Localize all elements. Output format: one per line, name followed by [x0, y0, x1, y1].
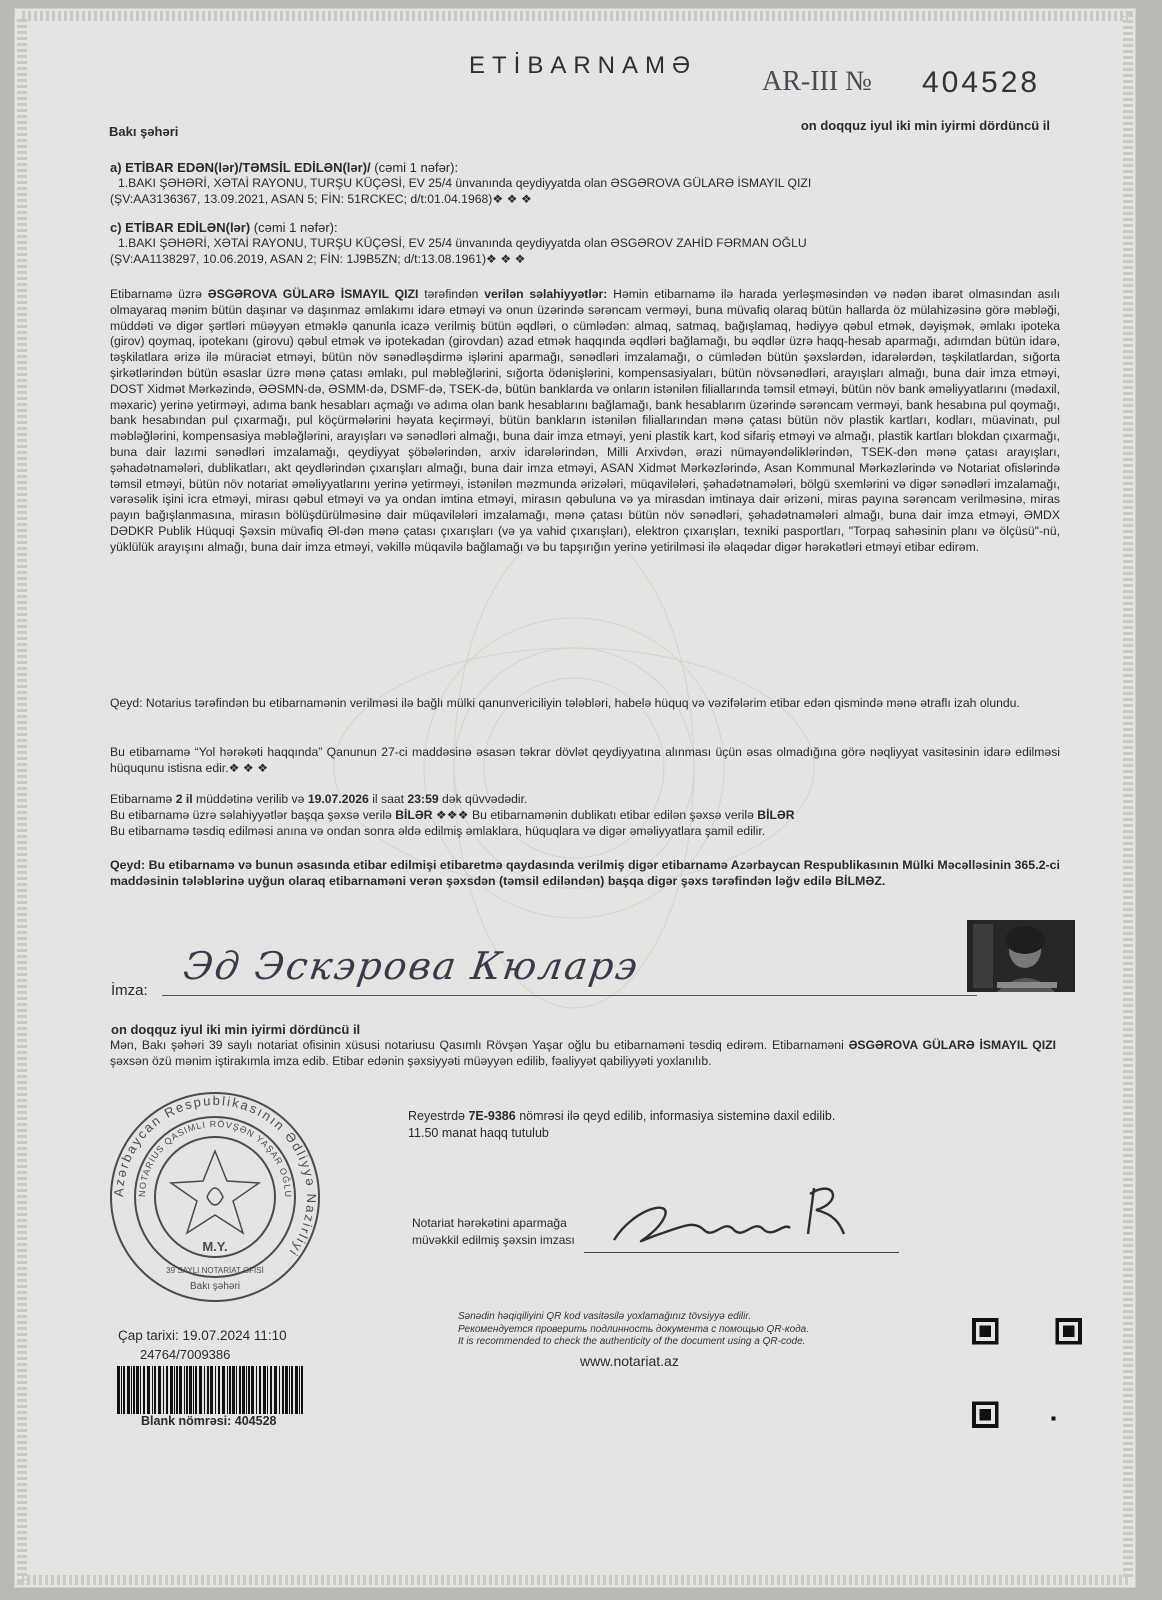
notary-signature-line: [584, 1252, 899, 1253]
attorney-heading: c) ETİBAR EDİLƏN(lər): [110, 220, 251, 235]
note-explained: Qeyd: Notarius tərəfindən bu etibarnamənin verilməsi ilə bağlı mülki qanunvericiliyin tələbləri, habelə hüquq və vəzifələrim etibar edən qismində mənə ətraflı izah olundu.: [110, 696, 1020, 710]
document-number: 404528: [922, 66, 1041, 99]
validity-time: 23:59: [407, 792, 439, 806]
seal-initials: M.Y.: [202, 1239, 228, 1254]
qr-code[interactable]: [972, 1318, 1082, 1428]
principal-address: 1.BAKI ŞƏHƏRİ, XƏTAİ RAYONU, TURŞU KÜÇƏSİ, EV 25/4 ünvanında qeydiyyatda olan ƏSGƏROVA GÜLARƏ İSMAYIL QIZI: [118, 175, 812, 190]
print-code: 24764/7009386: [140, 1347, 231, 1362]
registry-lead: Reyestrdə: [408, 1109, 469, 1123]
qr-note-en: It is recommended to check the authenticity of the document using a QR-code.: [458, 1336, 806, 1347]
attorney-count: (cəmi 1 nəfər):: [250, 220, 338, 235]
photo: [967, 920, 1075, 992]
seal-inner-text: NOTARİUS QASIMLI RÖVŞƏN YAŞAR OĞLU: [136, 1118, 294, 1199]
seal-city: Bakı şəhəri: [189, 1281, 241, 1292]
document-title: ETİBARNAMƏ: [469, 52, 698, 79]
blank-number: Blank nömrəsi: 404528: [141, 1414, 277, 1428]
print-date: Çap tarixi: 19.07.2024 11:10: [118, 1328, 287, 1343]
validity-text-3: il saat: [368, 792, 408, 806]
signature-label: İmza:: [111, 982, 148, 999]
registry-fee: 11.50 manat haqq tutulub: [408, 1126, 549, 1140]
attorney-section: [110, 220, 1060, 267]
qr-note-az: Sənədin həqiqiliyini QR kod vasitəsilə yoxlamağınız tövsiyyə edilir.: [458, 1311, 752, 1322]
validity-block: [110, 792, 1060, 839]
duplicate-allowed: BİLƏR: [757, 807, 795, 822]
delegation-allowed: BİLƏR: [395, 807, 433, 822]
powers-label: verilən səlahiyyətlər:: [484, 287, 608, 301]
handwritten-signature: Эд Эскэрова Кюларэ: [180, 944, 643, 988]
powers-paragraph: [110, 287, 1060, 556]
document-sheet: [14, 8, 1136, 1588]
certification-lead: Mən, Bakı şəhəri 39 saylı notariat ofisinin xüsusi notariusu Qasımlı Rövşən Yaşar oğlu bu etibarnaməni təsdiq edirəm. Etibarnaməni: [110, 1038, 849, 1052]
attorney-id: (ŞV:AA1138297, 10.06.2019, ASAN 2; FİN: 1J9B5ZN; d/t:13.08.1961)❖ ❖ ❖: [110, 251, 526, 266]
registry-number: 7E-9386: [468, 1109, 516, 1123]
principal-id: (ŞV:AA3136367, 13.09.2021, ASAN 5; FİN: 51RCKEC; d/t:01.04.1968)❖ ❖ ❖: [110, 191, 532, 206]
principal-count: (cəmi 1 nəfər):: [370, 160, 459, 175]
powers-lead: Etibarnamə üzrə: [110, 287, 208, 301]
notary-signature: [594, 1178, 894, 1258]
signature-line: [162, 995, 977, 996]
principal-heading: a) ETİBAR EDƏN(lər)/TƏMSİL EDİLƏN(lər)/: [110, 160, 371, 175]
traffic-law-note: Bu etibarnamə “Yol hərəkəti haqqında” Qanunun 27-ci maddəsinə əsasən təkrar dövlət qeydiyyatına alınması üçün əsas olmadığına görə nəqliyyat vasitəsinin idarə edilməsi hüququnu istisna edir.❖ ❖ ❖: [110, 745, 1060, 775]
validity-term: 2 il: [175, 792, 193, 806]
issue-date: on doqquz iyul iki min iyirmi dördüncü il: [800, 118, 1050, 133]
notary-label-line1: Notariat hərəkətini aparmağa: [412, 1216, 567, 1230]
note-revocation: Qeyd: Bu etibarnamə və bunun əsasında etibar edilmişi etibaretmə qaydasında verilmiş digər etibarnamə Azərbaycan Respublikasının Mülki Məcəlləsinin 365.2-ci maddəsinin tələblərinə uyğun olaraq etibarnaməni verən şəxsdən (təmsil ediləndən) başqa digər şəxs tərəfindən ləğv edilə BİLMƏZ.: [110, 858, 1060, 888]
qr-note-ru: Рекомендуется проверить подлинность документа с помощью QR-кода.: [458, 1323, 810, 1335]
seal-outer-text: Azərbaycan Respublikasının Ədliyyə Nazirliyi: [110, 1092, 320, 1261]
svg-text:NOTARİUS QASIMLI RÖVŞƏN YAŞAR: [137, 1119, 293, 1198]
powers-mid: tərəfindən: [418, 287, 485, 301]
validity-text: Etibarnamə: [110, 792, 176, 806]
duplicate-text: ❖❖❖ Bu etibarnamənin dublikatı etibar edilən şəxsə verilə: [432, 807, 758, 822]
city: Bakı şəhəri: [109, 124, 179, 139]
series-label: AR-III №: [762, 66, 872, 97]
certification-text: [110, 1038, 1056, 1070]
barcode: [117, 1366, 305, 1414]
notary-label-line2: müvəkkil edilmiş şəxsin imzası: [412, 1233, 575, 1247]
registry-rest: nömrəsi ilə qeyd edilib, informasiya sisteminə daxil edilib.: [515, 1109, 836, 1123]
scope-text: Bu etibarnamə təsdiq edilməsi anına və ondan sonra əldə edilmiş əmlaklara, hüquqlara və digər əməliyyatlara şamil edilir.: [110, 823, 766, 838]
powers-grantor: ƏSGƏROVA GÜLARƏ İSMAYIL QIZI: [207, 287, 419, 301]
validity-until: 19.07.2026: [307, 792, 369, 806]
attorney-address: 1.BAKI ŞƏHƏRİ, XƏTAİ RAYONU, TURŞU KÜÇƏSİ, EV 25/4 ünvanında qeydiyyatda olan ƏSGƏROV ZAHİD FƏRMAN OĞLU: [118, 235, 807, 250]
delegation-text: Bu etibarnamə üzrə səlahiyyətlər başqa şəxsə verilə: [110, 807, 396, 822]
seal-bottom-text: 39 SAYLI NOTARİAT OFİSİ: [166, 1266, 264, 1275]
powers-text: Həmin etibarnamə ilə harada yerləşməsindən və nədən ibarət olmasından asılı olmayaraq mənim bütün daşınar və daşınmaz əmlakımı idarə etməyi və onun üzərində sərəncam verməyi, buna müvafiq olaraq bütün hallarda öz mülahizəsinə görə məbləği, müddəti və digər şərtləri müəyyən etməklə qanunla icazə verilmiş bütün əqdləri, o cümlədən: almaq, satmaq, bağışlamaq, hədiyyə qəbul etmək, dəyişmək, əmlakı ipoteka (girov) qoymaq, ipotekanı (girovu) qəbul etmək və ipotekadan (girovdan) azad etmək haqqında əqdləri bağlamağı, bu əqdlər üzrə haqq-hesab aparmağı, adımdan bütün idarə, təşkilatlara ərizə ilə müraciət etməyi, bütün növ sənədləşdirmə işlərini aparmağı, sənədləri imzalamağı, o cümlədən bütün şəxslərdən, idarələrdən, təşkilatlardan, sığorta şirkətlərindən bütün əsaslar üzrə mənə çatası əmlakı, pul məbləğlərini, sığorta ödənişlərini, kompensasiyaları, bütün növsənədləri, arayışları almağı, buna dair imza etməyi, DOST Xidmət Mərkəzində, ƏƏSMN-də, ƏSMM-də, DSMF-də, TSEK-də, bütün banklarda və onların istənilən filiallarında təmsil etməyi, bütün növ bank əməliyyatlarını (mədaxil, məxaric) yerinə yetirməyi, adıma bank hesabları açmağı və adıma olan bank hesablarını bağlamağı, bank hesablarım üzərində sərəncam verməyi, bank hesabına pul qoymağı, bank hesabından pul çıxarmağı, pul köçürmələrini həyata keçirməyi, bütün bankların istənilən filiallarından mənə çatası bütün növ plastik kartları, kodları, müavinatı, pul məbləğlərini, kompensasiya məbləğlərini, arayışları və sənədləri almağı, buna dair imza etməyi, yeni plastik kart, kod sifariş etməyi və almağı, plastik kartları blokdan çıxarmağı, buna dair lazımi sənədləri imzalamağı, qeydiyyat şöbələrindən, arxiv idarələrindən, Milli Arxivdən, ərazi nümayəndəliklərindən, TSEK-dən mənə çatası arayışları, şəhadətnamələri, dublikatları, akt qeydlərindən çıxarışları almağı, buna dair imza etməyi, ASAN Xidmət Mərkəzlərində, Asan Kommunal Mərkəzlərində və Notariat ofislərində təmsil etməyi, bütün növ notariat əməliyyatlarını yerinə yetirməyi, istənilən məzmunda ərizələri, müqavilələri, şəhadətnamələri, bölgü sxemlərini və digər sənədləri imzalamağı, vərəsəlik işini icra etməyi, mirası qəbul etməyi və ya ondan imtina etməyi, mirasın qəbuluna və ya mirasdan imtinaya dair ərizəni, miras payına sərəncam verilməsinə, miras payın bağışlanmasına, mirasın bölüşdürülməsinə dair müqavilələri imzalamağı, mənə çatası bütün növ sənədləri, şəhadətnamələri almağı, buna dair imza etməyi, ƏMDX DƏDKR Publik Hüquqi Şəxsin müvafiq Əl-dən mənə çatası çıxarışları (və ya vahid çıxarışları), elektron çıxarışları, texniki pasportları, "Torpaq sahəsinin planı və ölçüsü"-nü, yüklülük arayışını almağı, buna dair imza etməyi, vəkillə müqavilə bağlamağı və bu tapşırığın yerinə yetirilməsi ilə əlaqədar digər hərəkətləri etməyi etibar edirəm.: [110, 287, 1060, 554]
qr-verification-note: [458, 1311, 809, 1349]
principal-section: [110, 160, 1060, 207]
certification-rest: şəxsən özü mənim iştirakımla imza edib. Etibar edənin şəxsiyyəti müəyyən edilib, fəaliyyət qabiliyyəti yoxlanılıb.: [110, 1053, 712, 1068]
certification-name: ƏSGƏROVA GÜLARƏ İSMAYIL QIZI: [848, 1038, 1057, 1052]
certification-date: on doqquz iyul iki min iyirmi dördüncü il: [111, 1022, 361, 1037]
notary-seal: [109, 1091, 321, 1303]
website-link[interactable]: www.notariat.az: [580, 1353, 679, 1369]
registry-info: [408, 1108, 835, 1142]
validity-text-4: dək qüvvədədir.: [438, 792, 528, 806]
validity-text-2: müddətinə verilib və: [192, 792, 308, 806]
notary-label: [412, 1215, 575, 1249]
